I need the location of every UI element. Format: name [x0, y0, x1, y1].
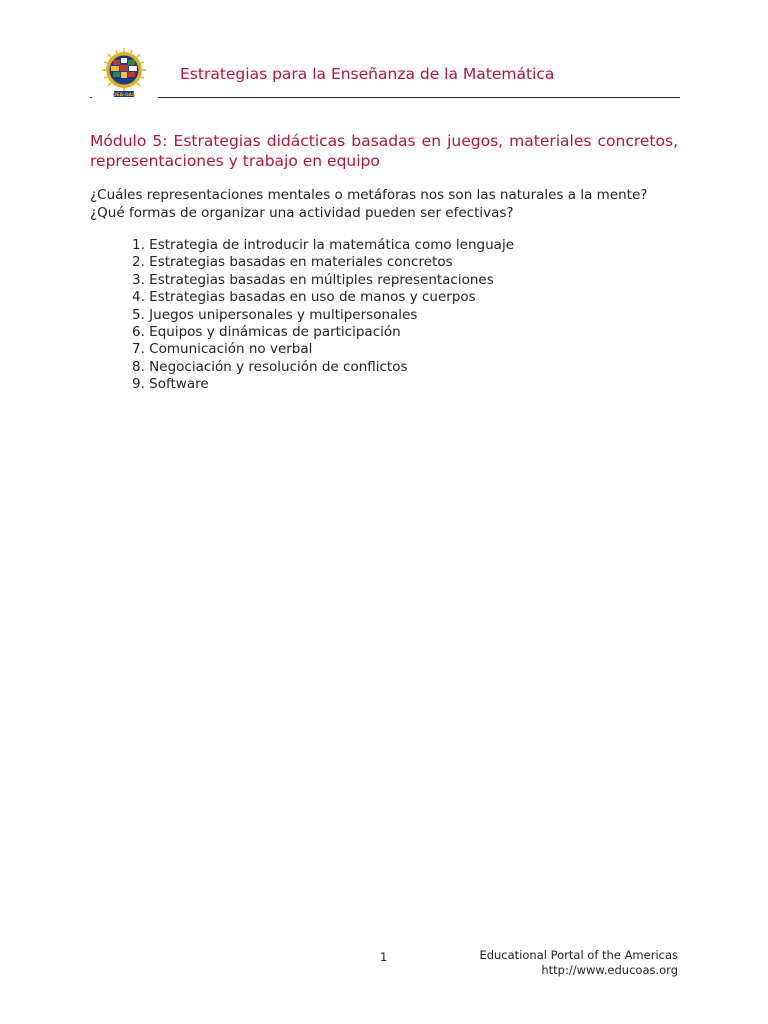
- page-header: [90, 48, 680, 100]
- oas-emblem-icon: [100, 48, 148, 100]
- module-title: Módulo 5: Estrategias didácticas basadas en juegos, materiales concretos, representaciones y trabajo en equipo: [90, 132, 678, 170]
- list-item: 1. Estrategia de introducir la matemática como lenguaje: [132, 237, 514, 253]
- list-item: 6. Equipos y dinámicas de participación: [132, 324, 401, 341]
- page-footer: [479, 948, 678, 978]
- list-item: 7. Comunicación no verbal: [132, 341, 313, 358]
- list-item: 8. Negociación y resolución de conflictos: [132, 358, 408, 375]
- list-item: 5. Juegos unipersonales y multipersonales: [132, 306, 418, 323]
- oas-logo: [100, 48, 148, 100]
- intro-question-2: ¿Qué formas de organizar una actividad pueden ser efectivas?: [90, 205, 514, 221]
- intro-questions: [90, 186, 678, 222]
- page-number: 1: [380, 950, 388, 964]
- list-item: 2. Estrategias basadas en materiales concretos: [132, 254, 453, 271]
- list-item: 4. Estrategias basadas en uso de manos y cuerpos: [132, 289, 476, 306]
- oas-logo-text: OEA·OAS: [112, 93, 136, 98]
- header-divider: [158, 97, 680, 98]
- header-title: Estrategias para la Enseñanza de la Matemática: [180, 65, 555, 83]
- intro-question-1: ¿Cuáles representaciones mentales o metáforas nos son las naturales a la mente?: [90, 187, 648, 203]
- header-marker: [90, 97, 92, 98]
- list-item: 3. Estrategias basadas en múltiples representaciones: [132, 271, 494, 288]
- list-item: 9. Software: [132, 376, 209, 393]
- footer-portal-name: Educational Portal of the Americas: [479, 948, 678, 962]
- strategy-list: [132, 237, 514, 394]
- footer-url: http://www.educoas.org: [541, 963, 678, 977]
